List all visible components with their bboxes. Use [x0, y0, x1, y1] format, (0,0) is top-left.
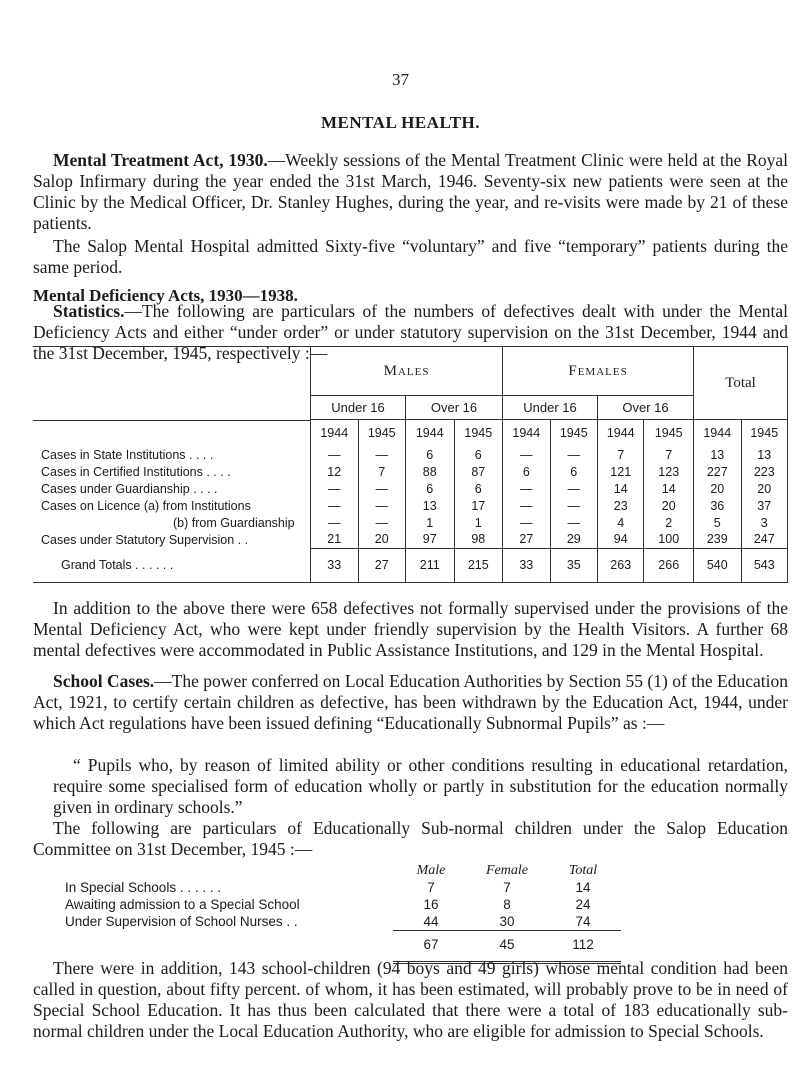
grand-total-cell: 540	[694, 548, 741, 582]
year-header: 1945	[644, 420, 694, 446]
table-cell: —	[503, 514, 550, 531]
edu-cell: 8	[503, 897, 511, 912]
table-cell: 21	[311, 531, 358, 548]
grand-total-cell: 33	[503, 548, 550, 582]
grand-total-cell: 27	[358, 548, 405, 582]
table-cell: —	[503, 497, 550, 514]
table-cell: 7	[598, 446, 644, 463]
year-header: 1944	[503, 420, 550, 446]
table-cell: 239	[694, 531, 741, 548]
table-cell: —	[550, 497, 597, 514]
edu-row	[65, 879, 621, 896]
page-number: 37	[392, 70, 409, 89]
mental-deficiency-heading: Mental Deficiency Acts, 1930—1938.	[33, 286, 298, 305]
edu-cell: 30	[499, 914, 515, 929]
edu-cell: 16	[423, 897, 439, 912]
table-cell: —	[358, 497, 405, 514]
table-cell: —	[311, 497, 358, 514]
table-cell: 88	[405, 463, 454, 480]
year-header: 1944	[694, 420, 741, 446]
edu-row-label: Under Supervision of School Nurses . .	[65, 914, 298, 930]
table-cell: 1	[405, 514, 454, 531]
mental-treatment-heading: Mental Treatment Act, 1930.	[53, 150, 268, 170]
table-cell: 37	[741, 497, 787, 514]
edu-female-header: Female	[486, 862, 528, 878]
table-cell: 27	[503, 531, 550, 548]
table-cell: 17	[454, 497, 503, 514]
table-cell: 94	[598, 531, 644, 548]
table-row	[33, 514, 788, 531]
educationally-subnormal-table	[65, 862, 621, 964]
closing-paragraph: There were in addition, 143 school-children (94 boys and 49 girls) whose mental condition had been called in question, about fifty percent. of whom, it has been estimated, will probably prove to be in need of Special School Education. It has thus been calculated that there were a total of 183 educationally sub-normal children under the Local Education Authority, who are eligible for admission to Special Schools.	[33, 958, 788, 1041]
table-cell: —	[358, 480, 405, 497]
table-cell: 6	[405, 446, 454, 463]
edu-row-label: In Special Schools . . . . . .	[65, 880, 222, 895]
grand-totals-label: Grand Totals . . . . . .	[61, 557, 174, 572]
table-cell: 20	[741, 480, 787, 497]
row-label: Cases on Licence (a) from Institutions	[41, 498, 251, 513]
grand-total-cell: 215	[454, 548, 503, 582]
grand-total-cell: 35	[550, 548, 597, 582]
table-cell: 5	[694, 514, 741, 531]
table-cell: —	[550, 514, 597, 531]
table-cell: 20	[644, 497, 694, 514]
table-cell: —	[311, 446, 358, 463]
mental-treatment-paragraph	[33, 150, 788, 234]
row-label: (b) from Guardianship	[173, 515, 295, 530]
edu-cell: 14	[575, 880, 591, 895]
edu-total-cell: 45	[469, 931, 545, 963]
row-label: Cases in Certified Institutions . . . .	[41, 464, 231, 479]
school-cases-heading: School Cases.	[53, 671, 155, 691]
table-cell: 13	[694, 446, 741, 463]
grand-total-cell: 211	[405, 548, 454, 582]
table-cell: 36	[694, 497, 741, 514]
table-cell: 12	[311, 463, 358, 480]
table-cell: 100	[644, 531, 694, 548]
edu-cell: 7	[503, 880, 511, 895]
edu-row	[65, 896, 621, 913]
table-cell: —	[358, 446, 405, 463]
table-cell: 247	[741, 531, 787, 548]
year-header: 1945	[454, 420, 503, 446]
table-cell: 13	[405, 497, 454, 514]
table-row	[33, 446, 788, 463]
mental-hospital-paragraph: The Salop Mental Hospital admitted Sixty-five “voluntary” and five “temporary” patients during the same period.	[33, 236, 788, 277]
table-cell: 227	[694, 463, 741, 480]
table-cell: 223	[741, 463, 787, 480]
table-cell: 98	[454, 531, 503, 548]
table-cell: 121	[598, 463, 644, 480]
table-cell: 1	[454, 514, 503, 531]
table-cell: 13	[741, 446, 787, 463]
table-cell: 7	[358, 463, 405, 480]
statistics-text: —The following are particulars of the numbers of defectives dealt with under the Mental Deficiency Acts and either “under order” or under statutory supervision on the 31st December, 1944 and the 31st December, 1945, respectively :—	[33, 301, 788, 363]
edu-corner	[65, 862, 393, 879]
grand-total-cell: 543	[741, 548, 787, 582]
edu-total-header: Total	[568, 862, 598, 878]
table-cell: 6	[405, 480, 454, 497]
grand-total-cell: 33	[311, 548, 358, 582]
table-cell: 7	[644, 446, 694, 463]
table-cell: —	[311, 514, 358, 531]
table-cell: —	[358, 514, 405, 531]
table-cell: 14	[644, 480, 694, 497]
subnormal-definition-quote: “ Pupils who, by reason of limited ability or other conditions resulting in educational retardation, require some specialised form of education wholly or partly in substitution for the education normally given in ordinary schools.”	[53, 755, 788, 817]
year-header: 1944	[405, 420, 454, 446]
year-header: 1944	[598, 420, 644, 446]
year-header: 1944	[311, 420, 358, 446]
table-cell: 2	[644, 514, 694, 531]
table-cell: —	[550, 446, 597, 463]
year-row-spacer	[33, 420, 311, 446]
additional-defectives-paragraph: In addition to the above there were 658 defectives not formally supervised under the provisions of the Mental Deficiency Act, who were kept under friendly supervision by the Health Visitors. A further 68 mental defectives were accommodated in Public Assistance Institutions, and 129 in the Mental Hospital.	[33, 598, 788, 660]
table-row	[33, 531, 788, 548]
year-header: 1945	[741, 420, 787, 446]
males-header: Males	[311, 347, 503, 396]
year-header: 1945	[550, 420, 597, 446]
table-cell: 4	[598, 514, 644, 531]
grand-total-cell: 266	[644, 548, 694, 582]
table-corner	[33, 347, 311, 421]
females-header: Females	[503, 347, 694, 396]
page-title: MENTAL HEALTH.	[320, 113, 481, 132]
edu-row-label: Awaiting admission to a Special School	[65, 897, 300, 912]
table-cell: 20	[358, 531, 405, 548]
edu-total-cell: 67	[393, 931, 469, 963]
table-cell: 29	[550, 531, 597, 548]
males-under-16-header: Under 16	[311, 396, 406, 420]
edu-cell: 24	[575, 897, 591, 912]
year-header: 1945	[358, 420, 405, 446]
school-cases-text: —The power conferred on Local Education Authorities by Section 55 (1) of the Education Act, 1921, to certify certain children as defective, has been withdrawn by the Education Act, 1944, under which Act regulations have been issued defining “Educationally Subnormal Pupils” as :—	[33, 671, 788, 733]
table-cell: 6	[454, 480, 503, 497]
table-row	[33, 480, 788, 497]
table-row	[33, 463, 788, 480]
table-cell: —	[503, 446, 550, 463]
table-cell: 6	[550, 463, 597, 480]
total-header: Total	[694, 347, 788, 420]
row-label: Cases in State Institutions . . . .	[41, 447, 214, 462]
table-cell: 14	[598, 480, 644, 497]
education-intro-paragraph: The following are particulars of Educationally Sub-normal children under the Salop Education Committee on 31st December, 1945 :—	[33, 818, 788, 859]
table-cell: 87	[454, 463, 503, 480]
defectives-table	[33, 346, 788, 583]
mental-treatment-text: —Weekly sessions of the Mental Treatment Clinic were held at the Royal Salop Infirmary during the year ended the 31st March, 1946. Seventy-six new patients were seen at the Clinic by the Medical Officer, Dr. Stanley Hughes, during the year, and re-visits were made by 21 of these patients.	[33, 150, 788, 233]
statistics-heading: Statistics.	[53, 301, 125, 321]
grand-total-cell: 263	[598, 548, 644, 582]
table-cell: 6	[454, 446, 503, 463]
table-cell: —	[503, 480, 550, 497]
edu-cell: 44	[423, 914, 439, 929]
edu-cell: 7	[427, 880, 435, 895]
table-cell: 23	[598, 497, 644, 514]
table-cell: 97	[405, 531, 454, 548]
females-over-16-header: Over 16	[598, 396, 694, 420]
edu-total-cell: 112	[545, 931, 621, 963]
table-cell: —	[550, 480, 597, 497]
table-cell: 6	[503, 463, 550, 480]
table-row	[33, 497, 788, 514]
edu-cell: 74	[575, 914, 591, 929]
table-cell: 3	[741, 514, 787, 531]
row-label: Cases under Guardianship . . . .	[41, 481, 218, 496]
males-over-16-header: Over 16	[405, 396, 502, 420]
row-label: Cases under Statutory Supervision . .	[41, 532, 249, 547]
school-cases-paragraph	[33, 671, 788, 734]
edu-male-header: Male	[416, 862, 446, 878]
table-cell: 20	[694, 480, 741, 497]
table-cell: —	[311, 480, 358, 497]
edu-row	[65, 913, 621, 931]
table-cell: 123	[644, 463, 694, 480]
females-under-16-header: Under 16	[503, 396, 598, 420]
